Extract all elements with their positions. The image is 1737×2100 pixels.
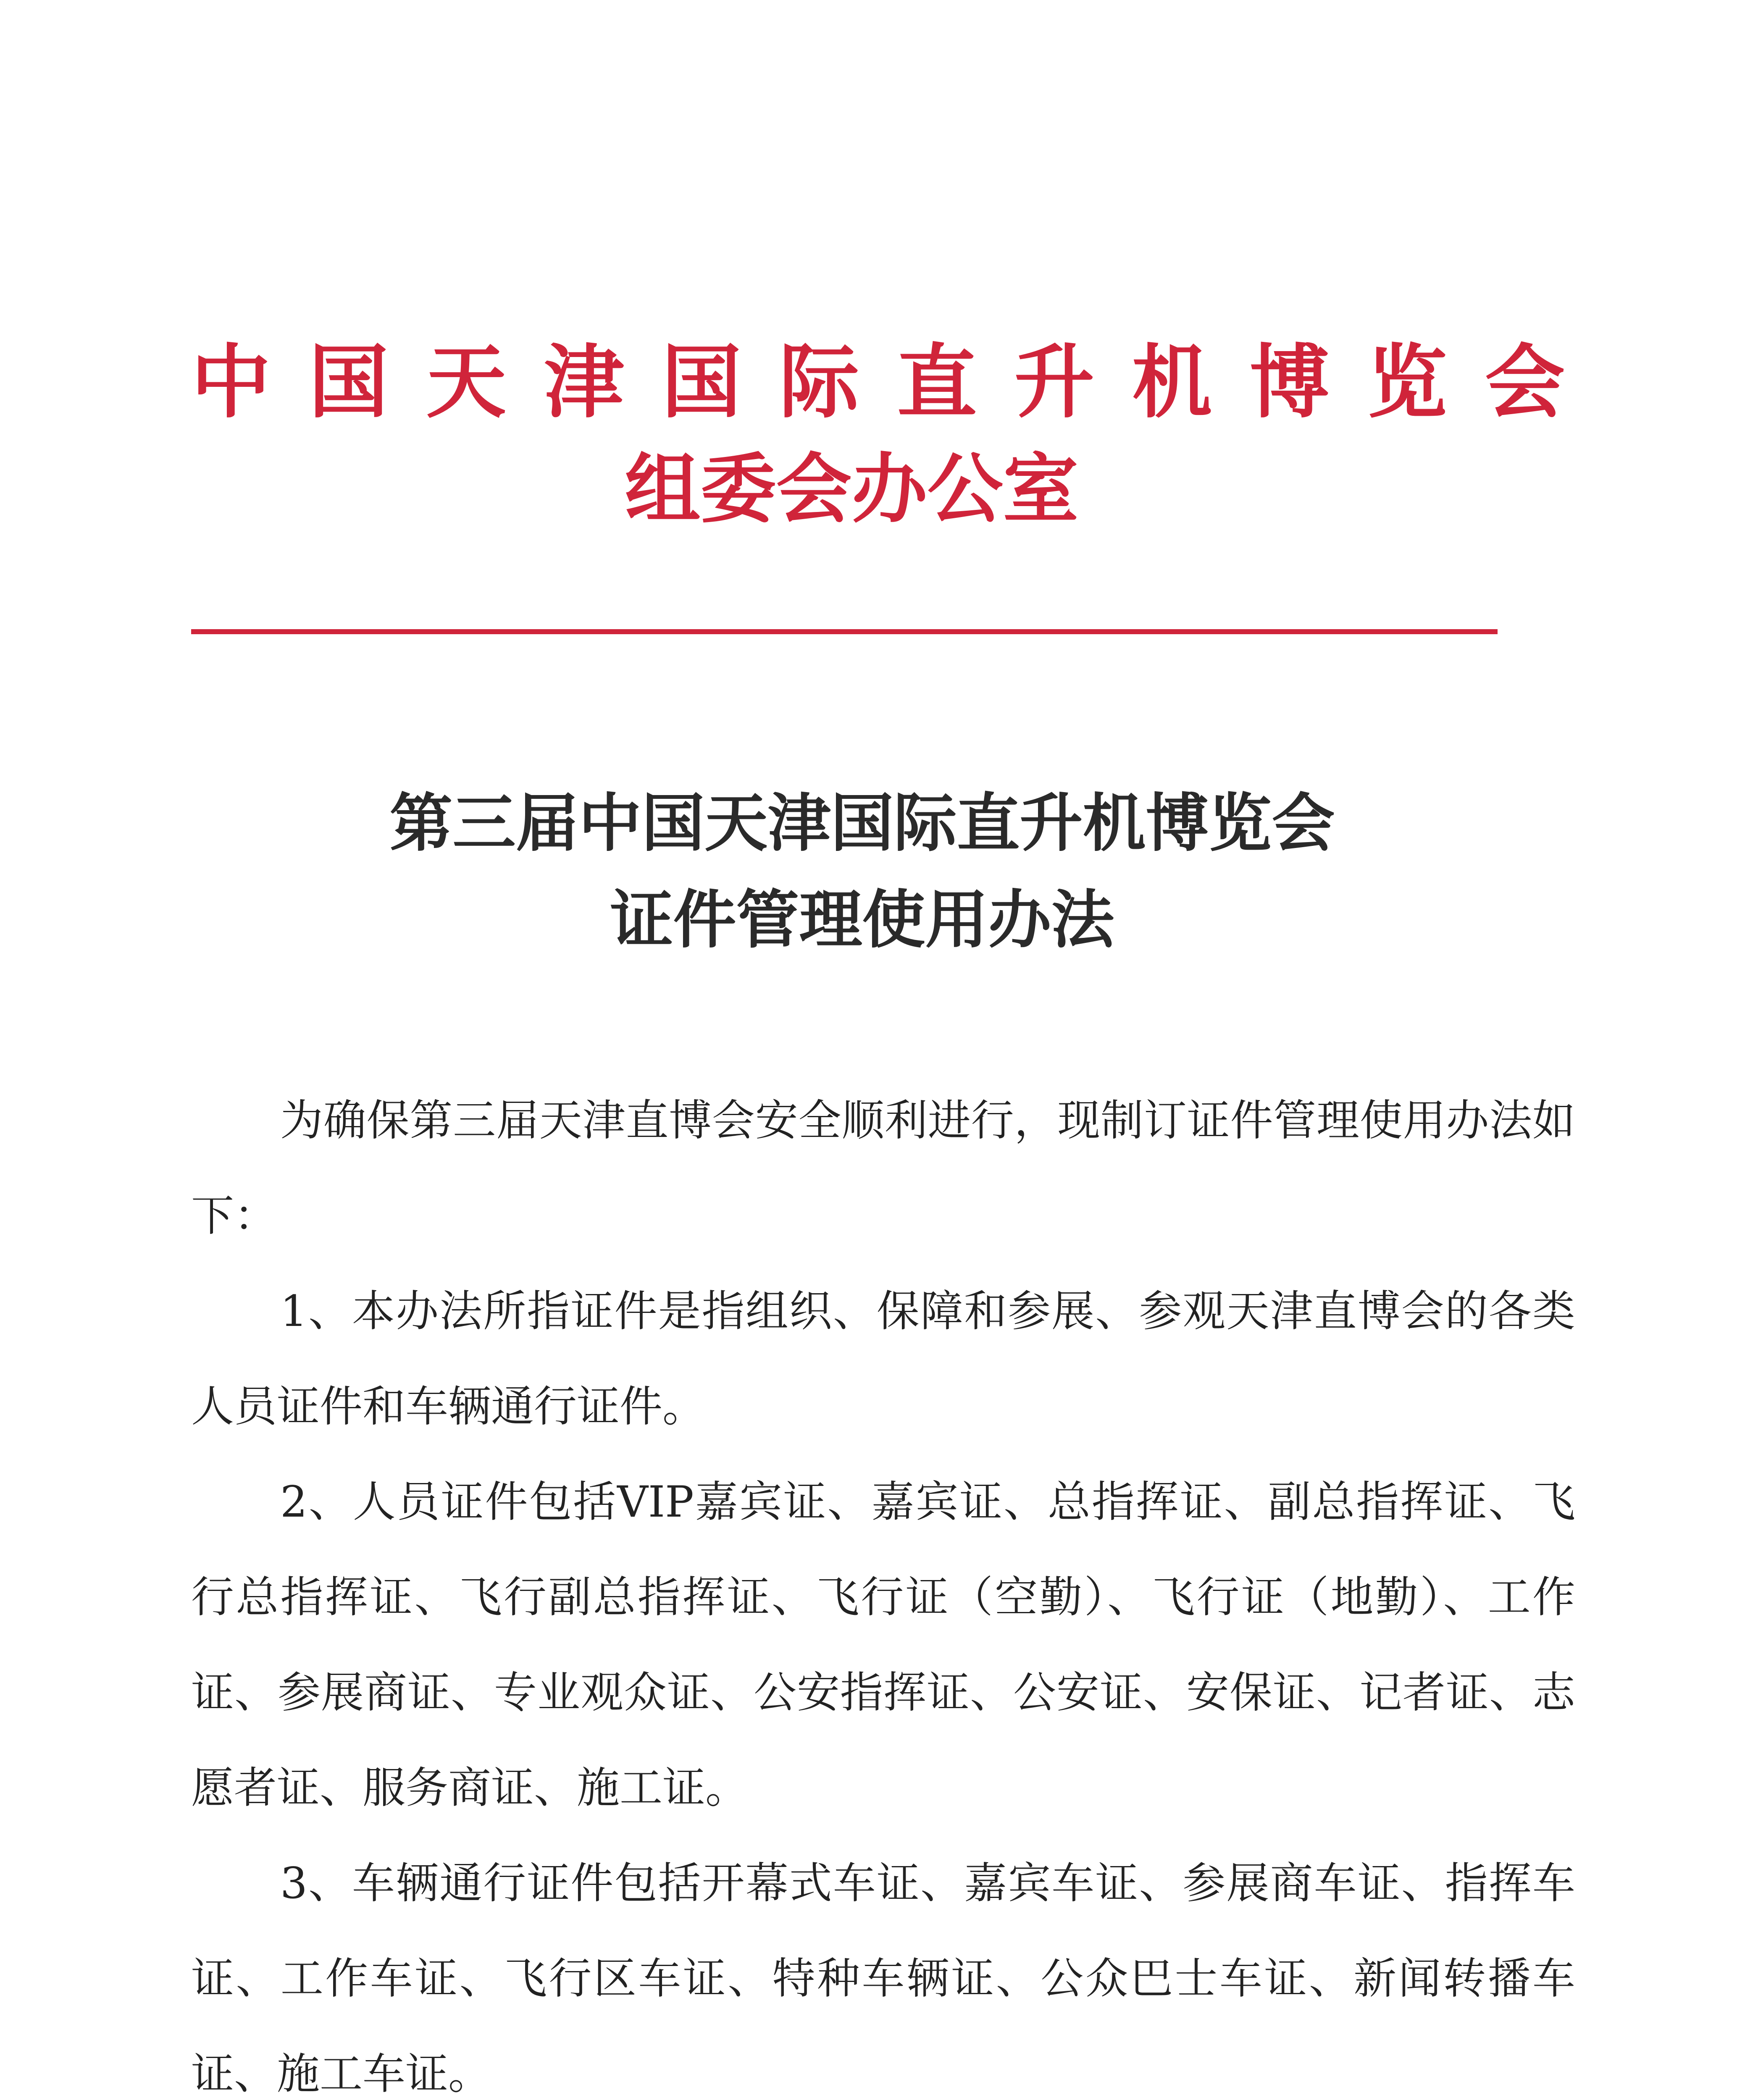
document-title-line-2: 证件管理使用办法 (610, 883, 1114, 957)
paragraph-item-3: 3、车辆通行证件包括开幕式车证、嘉宾车证、参展商车证、指挥车证、工作车证、飞行区车证、特种车辆证、公众巴士车证、新闻转播车证、施工车证。 (191, 1858, 1575, 2099)
paragraph-item-1: 1、本办法所指证件是指组织、保障和参展、参观天津直博会的各类人员证件和车辆通行证件。 (191, 1286, 1575, 1432)
document-body (191, 1073, 1575, 2100)
document-title-line-1: 第三届中国天津国际直升机博览会 (389, 786, 1335, 860)
letterhead-organization: 中国天津国际直升机博览会 (191, 335, 1603, 429)
letterhead-divider (191, 629, 1498, 634)
letterhead-office: 组委会办公室 (625, 445, 1079, 533)
paragraph-intro: 为确保第三届天津直博会安全顺利进行，现制订证件管理使用办法如下： (191, 1096, 1575, 1241)
paragraph-item-2: 2、人员证件包括VIP嘉宾证、嘉宾证、总指挥证、副总指挥证、飞行总指挥证、飞行副总指挥证、飞行证（空勤）、飞行证（地勤）、工作证、参展商证、专业观众证、公安指挥证、公安证、安保证、记者证、志愿者证、服务商证、施工证。 (191, 1477, 1575, 1813)
